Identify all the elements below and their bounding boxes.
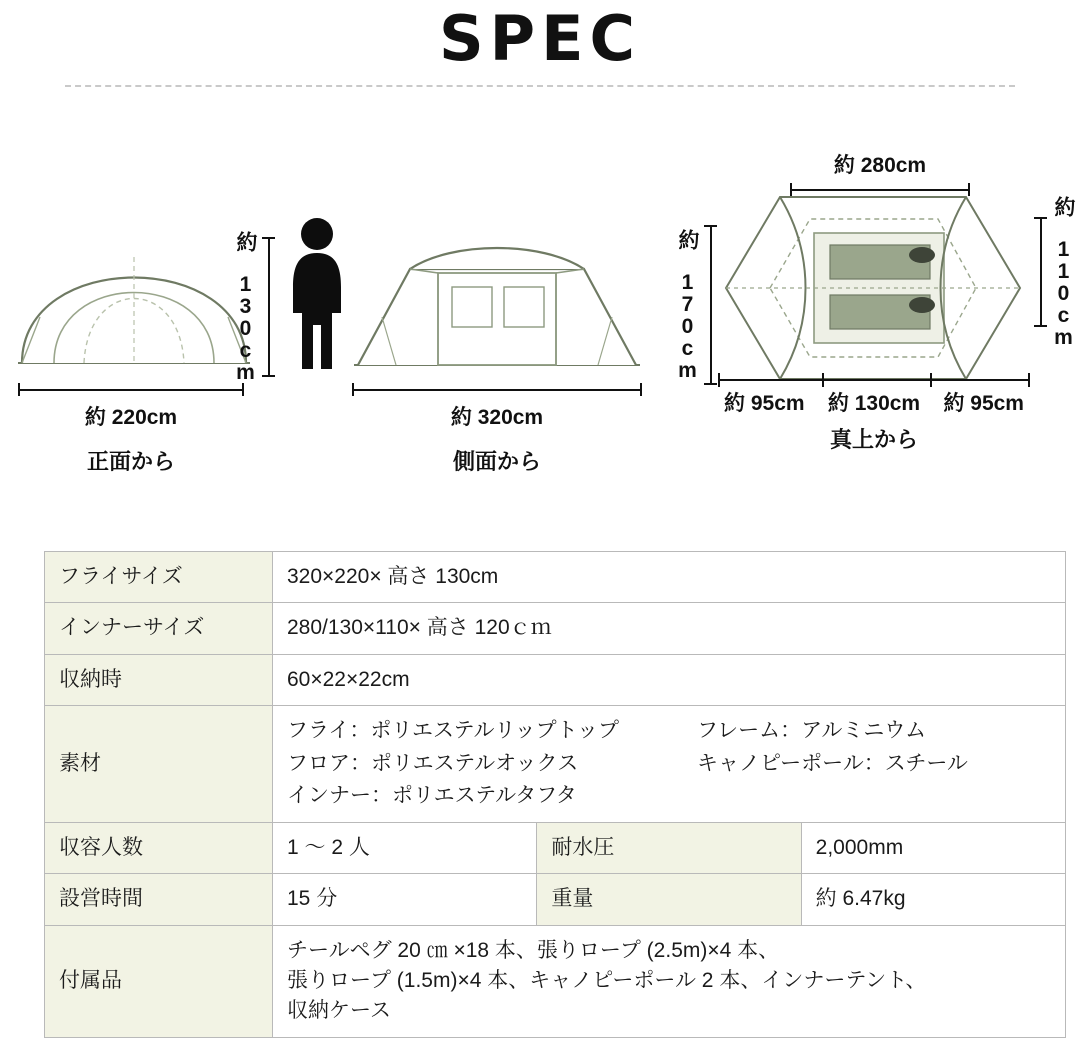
top-view-caption: 真上から	[829, 427, 918, 453]
tent-top-view-icon	[718, 183, 1028, 398]
front-height-label: 約 130cm	[234, 231, 257, 384]
person-silhouette-icon	[286, 217, 348, 377]
row-label: 付属品	[45, 925, 273, 1037]
segment-tick-3	[930, 373, 932, 387]
row-value-right: 2,000mm	[801, 822, 1065, 873]
front-view-caption: 正面から	[86, 449, 175, 475]
material-item: フレーム：アルミニウム	[697, 719, 927, 743]
material-item: フロア：ポリエステルオックス	[287, 751, 579, 775]
accessory-line: 張りロープ (1.5m)×4 本、キャノピーポール 2 本、インナーテント、	[287, 968, 927, 992]
side-width-label: 約 320cm	[450, 406, 544, 430]
row-value-left: 15 分	[273, 874, 537, 925]
inner-height-label: 約 110cm	[1052, 196, 1075, 349]
row-label-right: 重量	[537, 874, 801, 925]
tent-side-view-icon	[352, 207, 642, 382]
front-height-dimension-bar	[262, 237, 274, 377]
table-row	[45, 603, 1066, 654]
row-value: 320×220× 高さ 130cm	[273, 552, 1066, 603]
row-label: インナーサイズ	[45, 603, 273, 654]
row-value: 280/130×110× 高さ 120ｃｍ	[273, 603, 1066, 654]
row-value-left: 1 ～ 2 人	[273, 822, 537, 873]
top-segment-label-left: 約 95cm	[724, 392, 805, 416]
row-value: 60×22×22cm	[273, 654, 1066, 705]
top-segment-dimension-bar	[718, 379, 1030, 381]
segment-tick-4	[1028, 373, 1030, 387]
accessory-line: 収納ケース	[287, 999, 391, 1023]
row-value	[273, 925, 1066, 1037]
table-row-accessories	[45, 925, 1066, 1037]
top-segment-label-right: 約 95cm	[943, 392, 1024, 416]
table-row	[45, 552, 1066, 603]
diagram-area	[0, 87, 1080, 477]
material-item: キャノピーポール：スチール	[697, 751, 968, 775]
spec-table-wrap	[44, 551, 1066, 1038]
row-label: フライサイズ	[45, 552, 273, 603]
top-segment-label-center: 約 130cm	[827, 392, 921, 416]
top-width-dimension-bar	[790, 183, 970, 195]
segment-tick-1	[718, 373, 720, 387]
top-width-label: 約 280cm	[833, 154, 927, 178]
front-width-dimension-bar	[18, 383, 244, 395]
row-label-left: 収容人数	[45, 822, 273, 873]
row-label-right: 耐水圧	[537, 822, 801, 873]
row-label-left: 設営時間	[45, 874, 273, 925]
spec-table	[44, 551, 1066, 1038]
row-value	[273, 706, 1066, 822]
row-value-right: 約 6.47kg	[801, 874, 1065, 925]
top-depth-dimension-bar	[704, 225, 716, 385]
top-depth-label: 約 170cm	[676, 229, 699, 382]
material-item: フライ：ポリエステルリップトップ	[287, 719, 620, 743]
table-row-split	[45, 822, 1066, 873]
inner-height-dimension-bar	[1034, 217, 1046, 327]
side-view-caption: 側面から	[452, 449, 541, 475]
page-title: SPEC	[439, 2, 641, 75]
table-row-material	[45, 706, 1066, 822]
side-width-dimension-bar	[352, 383, 642, 395]
row-label: 素材	[45, 706, 273, 822]
accessory-line: チールペグ 20 ㎝ ×18 本、張りロープ (2.5m)×4 本、	[287, 938, 780, 962]
row-label: 収納時	[45, 654, 273, 705]
material-item-empty	[697, 781, 1051, 811]
table-row-split	[45, 874, 1066, 925]
front-width-label: 約 220cm	[84, 406, 178, 430]
table-row	[45, 654, 1066, 705]
material-item: インナー：ポリエステルタフタ	[287, 784, 577, 808]
segment-tick-2	[822, 373, 824, 387]
